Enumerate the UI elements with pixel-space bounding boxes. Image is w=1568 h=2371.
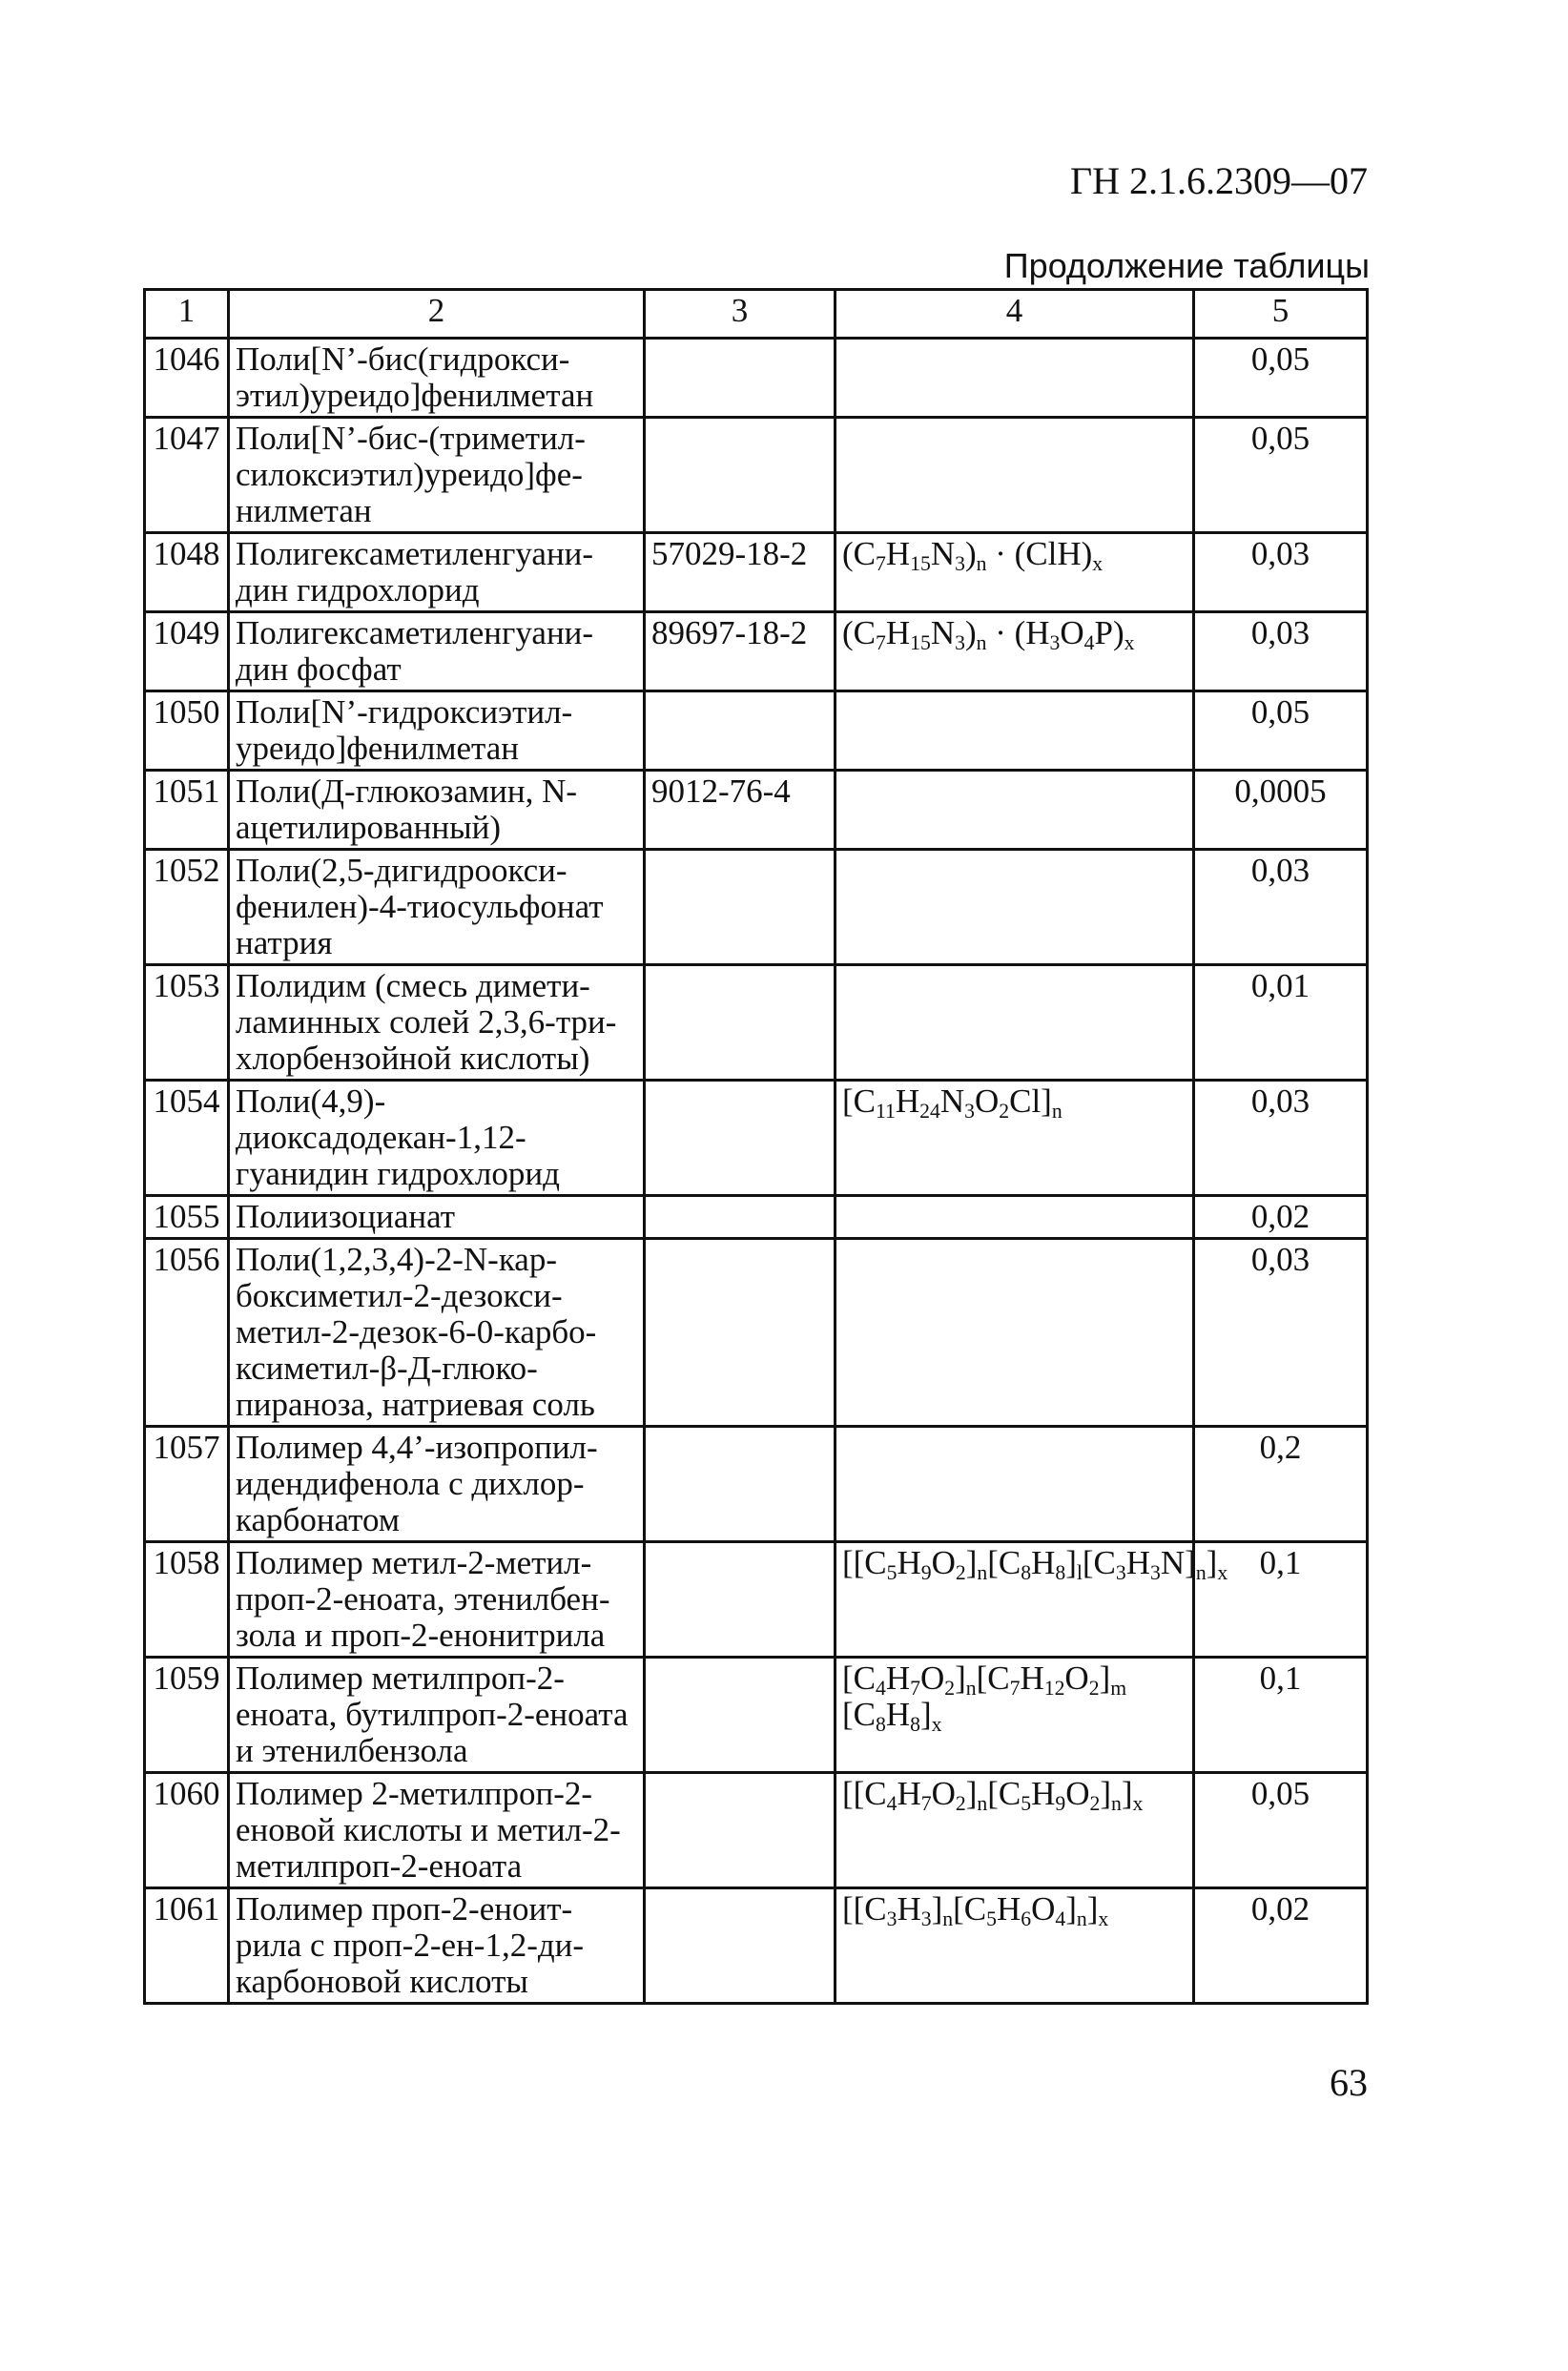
formula-cell: $[[C_3H_3]_n[C_5H_6O_4]_n]_x$ (836, 1888, 1194, 2004)
cas-number-cell (645, 1427, 836, 1542)
limit-value-cell: 0,05 (1194, 691, 1368, 771)
cas-number-cell (645, 965, 836, 1081)
formula-cell: $[[C_4H_7O_2]_n[C_5H_9O_2]_n]_x$ (836, 1773, 1194, 1888)
row-number-cell: 1051 (145, 771, 229, 850)
table-row (145, 1081, 1368, 1196)
table-row (145, 1542, 1368, 1658)
substance-name-cell: Полимер метилпроп-2-еноата, бутилпроп-2-еноата и этенилбензола (229, 1658, 645, 1773)
column-header: 2 (229, 290, 645, 339)
cas-number-cell (645, 850, 836, 965)
substance-name-cell: Полимер метил-2-метил-проп-2-еноата, этенилбен-зола и проп-2-енонитрила (229, 1542, 645, 1658)
formula-cell (836, 1239, 1194, 1427)
substances-table (143, 288, 1369, 2005)
limit-value-cell: 0,0005 (1194, 771, 1368, 850)
table-row (145, 691, 1368, 771)
limit-value-cell: 0,03 (1194, 612, 1368, 691)
table-row (145, 418, 1368, 533)
substance-name-cell: Полимер 4,4’-изопропил-идендифенола с дихлор-карбонатом (229, 1427, 645, 1542)
formula-cell (836, 965, 1194, 1081)
substance-name-cell: Поли[N’-гидроксиэтил-уреидо]фенилметан (229, 691, 645, 771)
substance-name-cell: Поли(4,9)-диоксадодекан-1,12-гуанидин гидрохлорид (229, 1081, 645, 1196)
substance-name-cell: Полимер проп-2-еноит-рила с проп-2-ен-1,2-ди-карбоновой кислоты (229, 1888, 645, 2004)
formula-cell (836, 850, 1194, 965)
column-header: 5 (1194, 290, 1368, 339)
substance-name-cell: Поли(1,2,3,4)-2-N-кар-боксиметил-2-дезокси-метил-2-дезок-6-0-карбо-ксиметил-β-Д-глюко-пираноза, натриевая соль (229, 1239, 645, 1427)
table-row (145, 612, 1368, 691)
limit-value-cell: 0,05 (1194, 418, 1368, 533)
row-number-cell: 1046 (145, 339, 229, 418)
table-body (145, 339, 1368, 2004)
limit-value-cell: 0,02 (1194, 1196, 1368, 1239)
substance-name-cell: Полимер 2-метилпроп-2-еновой кислоты и метил-2-метилпроп-2-еноата (229, 1773, 645, 1888)
column-header: 3 (645, 290, 836, 339)
formula-cell: $[C_4H_7O_2]_n[C_7H_{12}O_2]_m$ $[C_8H_8]_x$ (836, 1658, 1194, 1773)
formula-cell: $(C_7H_{15}N_3)_n \cdot (ClH)_x$ (836, 533, 1194, 612)
cas-number-cell (645, 1773, 836, 1888)
table-row (145, 965, 1368, 1081)
table-row (145, 771, 1368, 850)
formula-cell: $[C_{11}H_{24}N_3O_2Cl]_n$ (836, 1081, 1194, 1196)
limit-value-cell: 0,1 (1194, 1658, 1368, 1773)
cas-number-cell (645, 691, 836, 771)
row-number-cell: 1055 (145, 1196, 229, 1239)
cas-number-cell (645, 1542, 836, 1658)
row-number-cell: 1057 (145, 1427, 229, 1542)
substance-name-cell: Полигексаметиленгуани-дин гидрохлорид (229, 533, 645, 612)
table-continuation-caption: Продолжение таблицы (1003, 246, 1370, 285)
cas-number-cell: 9012-76-4 (645, 771, 836, 850)
limit-value-cell: 0,02 (1194, 1888, 1368, 2004)
formula-cell: $(C_7H_{15}N_3)_n \cdot (H_3O_4P)_x$ (836, 612, 1194, 691)
row-number-cell: 1059 (145, 1658, 229, 1773)
limit-value-cell: 0,2 (1194, 1427, 1368, 1542)
table-row (145, 1658, 1368, 1773)
cas-number-cell (645, 1196, 836, 1239)
row-number-cell: 1054 (145, 1081, 229, 1196)
cas-number-cell (645, 1081, 836, 1196)
table-row (145, 1773, 1368, 1888)
table-row (145, 1239, 1368, 1427)
row-number-cell: 1047 (145, 418, 229, 533)
cas-number-cell (645, 1888, 836, 2004)
limit-value-cell: 0,01 (1194, 965, 1368, 1081)
row-number-cell: 1056 (145, 1239, 229, 1427)
row-number-cell: 1050 (145, 691, 229, 771)
row-number-cell: 1061 (145, 1888, 229, 2004)
limit-value-cell: 0,03 (1194, 533, 1368, 612)
cas-number-cell (645, 1658, 836, 1773)
document-code: ГН 2.1.6.2309—07 (1069, 159, 1368, 202)
row-number-cell: 1058 (145, 1542, 229, 1658)
formula-cell: $[[C_5H_9O_2]_n[C_8H_8]_l[C_3H_3N]_n]_x$ (836, 1542, 1194, 1658)
cas-number-cell: 89697-18-2 (645, 612, 836, 691)
cas-number-cell (645, 418, 836, 533)
substance-name-cell: Поли(2,5-дигидроокси-фенилен)-4-тиосульфонат натрия (229, 850, 645, 965)
substance-name-cell: Полиизоцианат (229, 1196, 645, 1239)
limit-value-cell: 0,05 (1194, 1773, 1368, 1888)
substance-name-cell: Поли[N’-бис-(триметил-силоксиэтил)уреидо]фе-нилметан (229, 418, 645, 533)
page-number: 63 (1330, 2061, 1368, 2104)
column-header: 1 (145, 290, 229, 339)
table-row (145, 1196, 1368, 1239)
limit-value-cell: 0,05 (1194, 339, 1368, 418)
table-header-row (145, 290, 1368, 339)
substance-name-cell: Поли[N’-бис(гидрокси-этил)уреидо]фенилметан (229, 339, 645, 418)
row-number-cell: 1048 (145, 533, 229, 612)
limit-value-cell: 0,1 (1194, 1542, 1368, 1658)
row-number-cell: 1049 (145, 612, 229, 691)
formula-cell (836, 771, 1194, 850)
row-number-cell: 1052 (145, 850, 229, 965)
substance-name-cell: Полигексаметиленгуани-дин фосфат (229, 612, 645, 691)
limit-value-cell: 0,03 (1194, 1081, 1368, 1196)
substance-name-cell: Поли(Д-глюкозамин, N-ацетилированный) (229, 771, 645, 850)
table-row (145, 339, 1368, 418)
row-number-cell: 1053 (145, 965, 229, 1081)
cas-number-cell: 57029-18-2 (645, 533, 836, 612)
formula-cell (836, 418, 1194, 533)
limit-value-cell: 0,03 (1194, 850, 1368, 965)
table-row (145, 1888, 1368, 2004)
substance-name-cell: Полидим (смесь димети-ламинных солей 2,3,6-три-хлорбензойной кислоты) (229, 965, 645, 1081)
formula-cell (836, 339, 1194, 418)
row-number-cell: 1060 (145, 1773, 229, 1888)
cas-number-cell (645, 339, 836, 418)
formula-cell (836, 1427, 1194, 1542)
formula-cell (836, 691, 1194, 771)
table-row (145, 533, 1368, 612)
column-header: 4 (836, 290, 1194, 339)
formula-cell (836, 1196, 1194, 1239)
limit-value-cell: 0,03 (1194, 1239, 1368, 1427)
table-row (145, 850, 1368, 965)
cas-number-cell (645, 1239, 836, 1427)
table-row (145, 1427, 1368, 1542)
